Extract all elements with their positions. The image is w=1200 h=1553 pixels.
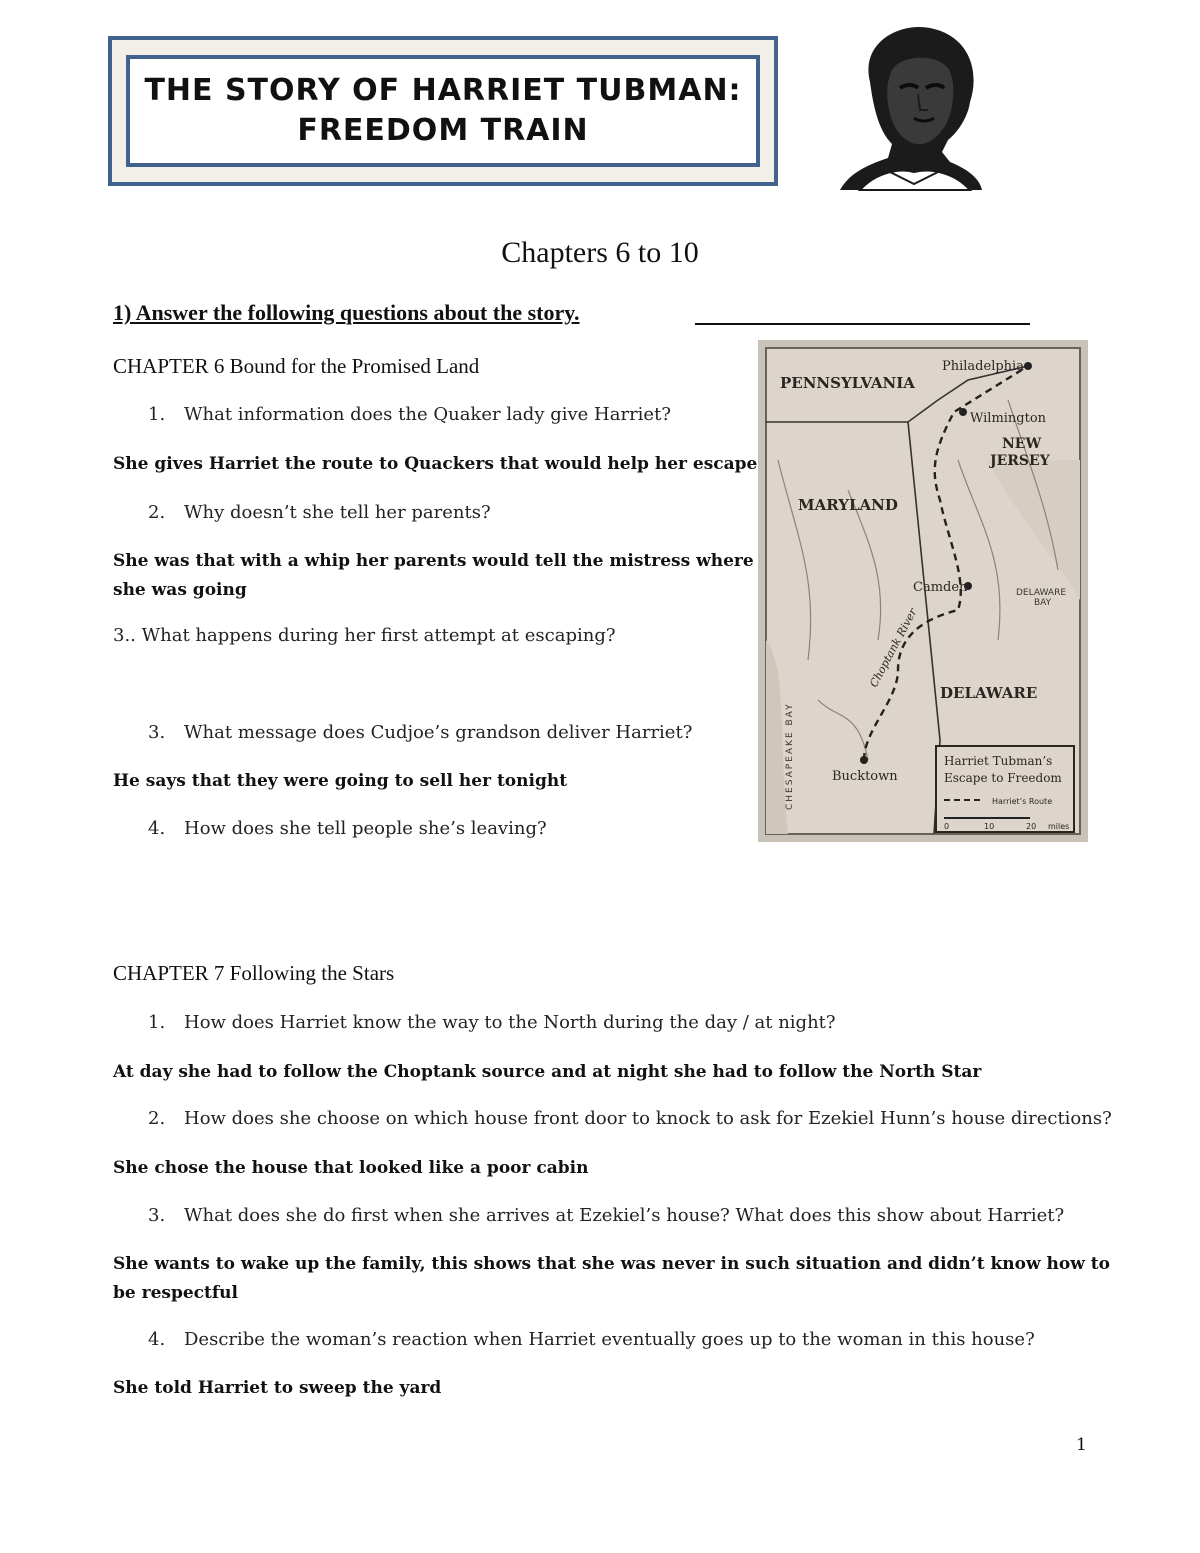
chapter6-answer-1: She gives Harriet the route to Quackers that would help her escape [113,454,758,474]
chapter6-question-3: 3.. What happens during her first attempt at escaping? [113,625,616,646]
question-number: 2. [148,502,166,523]
chapter6-answer-4: He says that they were going to sell her tonight [113,771,568,791]
question-text: Describe the woman’s reaction when Harriet eventually goes up to the woman in this house? [184,1329,1035,1350]
map-label-camden: Camden [913,580,968,595]
legend-route-label: Harriet’s Route [992,797,1053,806]
legend-scale-0: 0 [944,822,950,831]
philadelphia-marker [1024,362,1032,370]
question-text: What message does Cudjoe’s grandson deliver Harriet? [184,722,693,743]
legend-title-line-2: Escape to Freedom [944,771,1062,785]
map-label-wilmington: Wilmington [970,411,1047,426]
chapters-heading: Chapters 6 to 10 [501,236,699,269]
map-label-new: NEW [1002,436,1042,452]
chapter6-answer-2-line-1: She was that with a whip her parents would tell the mistress where [113,551,754,571]
map-legend [936,746,1074,832]
map-label-philadelphia: Philadelphia [942,359,1024,374]
title-box-inner [126,55,760,167]
chapter7-answer-2: She chose the house that looked like a poor cabin [113,1158,589,1178]
map-label-jersey: JERSEY [990,453,1050,469]
chapter6-heading: CHAPTER 6 Bound for the Promised Land [113,354,480,378]
chapter7-answer-4: She told Harriet to sweep the yard [113,1378,442,1398]
legend-title-line-1: Harriet Tubman’s [944,754,1053,768]
page-number: 1 [1076,1435,1087,1455]
chapter7-question-1 [148,1012,836,1033]
question-number: 4. [148,818,166,839]
legend-scale-unit: miles [1048,822,1070,831]
chapter6-question-5 [148,818,547,839]
chapter6-answer-2-line-2: she was going [113,580,247,600]
chapter7-heading: CHAPTER 7 Following the Stars [113,961,395,985]
escape-route-map [758,340,1088,842]
question-number: 2. [148,1108,166,1129]
map-label-maryland: MARYLAND [798,496,898,514]
chapter6-question-4 [148,722,692,743]
map-label-pennsylvania: PENNSYLVANIA [780,374,915,392]
question-number: 1. [148,1012,166,1033]
chapter7-question-2 [148,1108,1112,1129]
question-text: How does she tell people she’s leaving? [184,818,547,839]
chapter7-question-3 [148,1205,1064,1226]
map-label-delaware-bay-2: BAY [1034,598,1052,608]
title-line-2: FREEDOM TRAIN [297,113,589,148]
bucktown-marker [860,756,868,764]
chapter7-answer-3-line-1: She wants to wake up the family, this shows that she was never in such situation and didn’t know how to [113,1254,1110,1274]
question-number: 1. [148,404,166,425]
chapter7-answer-1: At day she had to follow the Choptank source and at night she had to follow the North Star [113,1062,982,1082]
harriet-tubman-portrait [830,22,990,192]
chapter6-question-2 [148,502,491,523]
question-text: How does Harriet know the way to the North during the day / at night? [184,1012,836,1033]
chapter7-question-4 [148,1329,1035,1350]
question-text: How does she choose on which house front door to knock to ask for Ezekiel Hunn’s house directions? [184,1108,1112,1129]
instruction: 1) Answer the following questions about the story. [113,300,580,325]
map-label-chesapeake-bay: CHESAPEAKE BAY [785,702,795,810]
legend-scale-20: 20 [1026,822,1037,831]
map-label-choptank-river: Choptank River [867,606,920,690]
legend-scale-10: 10 [984,822,995,831]
instruction-underline [695,323,1030,325]
question-text: What information does the Quaker lady give Harriet? [184,404,671,425]
question-number: 4. [148,1329,166,1350]
map-label-delaware: DELAWARE [940,684,1038,702]
question-number: 3. [148,722,166,743]
chapter6-question-1 [148,404,671,425]
wilmington-marker [959,408,967,416]
question-text: What does she do first when she arrives at Ezekiel’s house? What does this show about Harriet? [184,1205,1065,1226]
question-text: Why doesn’t she tell her parents? [184,502,491,523]
map-label-bucktown: Bucktown [832,769,898,784]
chapter7-answer-3-line-2: be respectful [113,1283,239,1303]
title-line-1: THE STORY OF HARRIET TUBMAN: [144,73,742,108]
title-box [108,36,778,186]
question-number: 3. [148,1205,166,1226]
map-label-delaware-bay-1: DELAWARE [1016,588,1067,598]
